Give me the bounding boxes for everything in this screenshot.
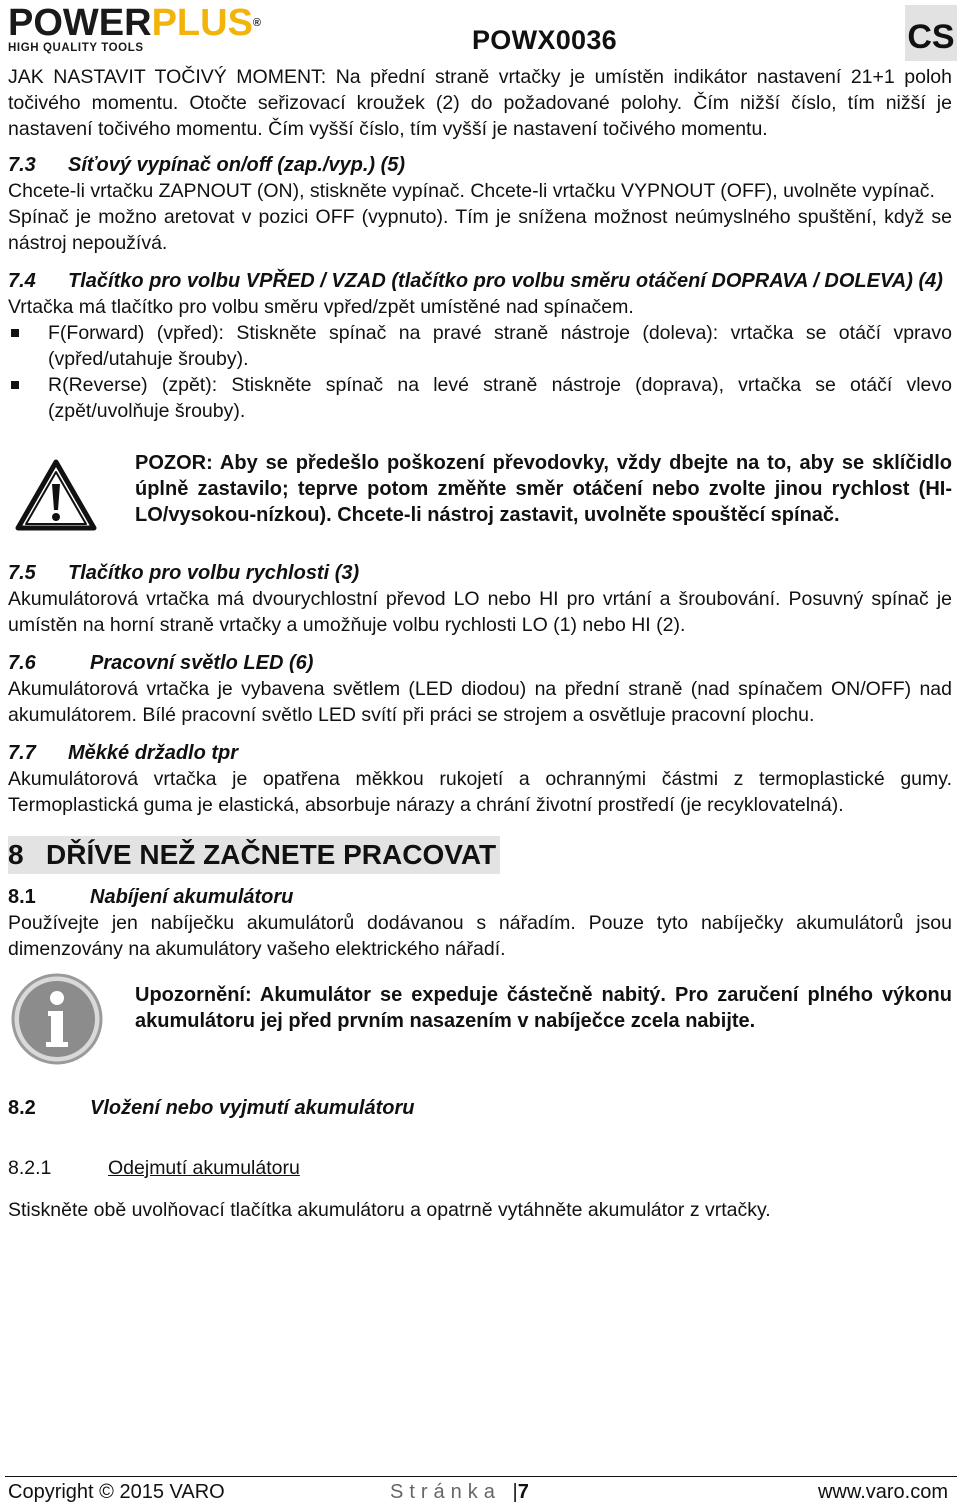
info-text: Upozornění: Akumulátor se expeduje částečně nabitý. Pro zaručení plného výkonu akumulátoru jej před prvním nasazením v nabíječce zcela nabijte. [135, 984, 952, 1032]
language-badge: CS [905, 5, 957, 61]
warning-triangle-icon [8, 450, 135, 528]
bullet-square-icon [8, 372, 48, 424]
bullet-reverse: R(Reverse) (zpět): Stiskněte spínač na levé straně nástroje (doprava), vrtačka se otáčí vlevo (zpět/uvolňuje šrouby). [8, 372, 952, 424]
section-8-heading: 8 DŘÍVE NEŽ ZAČNETE PRACOVAT [8, 836, 500, 874]
copyright: Copyright © 2015 VARO [8, 1481, 225, 1503]
section-7-6-heading: 7.6 Pracovní světlo LED (6) [8, 652, 314, 674]
footer-divider [5, 1476, 957, 1477]
section-7-5-text: Akumulátorová vrtačka má dvourychlostní převod LO nebo HI pro vrtání a šroubování. Posuvný spínač je umístěn na horní straně vrtačky a umožňuje volbu rychlosti LO (1) nebo HI (2). [8, 588, 952, 636]
section-7-3-text-2: Spínač je možno aretovat v pozici OFF (vypnuto). Tím je snížena možnost neúmyslného spuštění, když se nástroj nepoužívá. [8, 206, 952, 254]
manual-content [8, 64, 952, 1223]
section-8-1-heading: 8.1 Nabíjení akumulátoru [8, 886, 294, 908]
info-box [8, 978, 952, 1073]
info-icon [8, 978, 135, 1073]
bullet-forward: F(Forward) (vpřed): Stiskněte spínač na pravé straně nástroje (doleva): vrtačka se otáčí vpravo (vpřed/utahuje šrouby). [8, 320, 952, 372]
section-7-3-text-1: Chcete-li vrtačku ZAPNOUT (ON), stiskněte vypínač. Chcete-li vrtačku VYPNOUT (OFF), uvolněte vypínač. [8, 180, 935, 202]
page-indicator: Stránka |7 [390, 1481, 529, 1503]
bullet-square-icon [8, 320, 48, 372]
logo-tagline: HIGH QUALITY TOOLS [8, 42, 144, 54]
section-7-4-heading: 7.4 Tlačítko pro volbu VPŘED / VZAD (tlačítko pro volbu směru otáčení DOPRAVA / DOLEVA) (4) [8, 270, 943, 292]
warning-box [8, 450, 952, 528]
section-8-2-1-heading: 8.2.1 Odejmutí akumulátoru [8, 1157, 300, 1179]
model-number: POWX0036 [472, 25, 617, 55]
website-link[interactable]: www.varo.com [817, 1481, 948, 1503]
section-7-7-text: Akumulátorová vrtačka je opatřena měkkou rukojetí a ochrannými částmi z termoplastické gumy. Termoplastická guma je elastická, absorbuje nárazy a chrání životní prostředí (je recyklovatelná). [8, 768, 952, 816]
section-7-4-text: Vrtačka má tlačítko pro volbu směru vpřed/zpět umístěné nad spínačem. [8, 296, 634, 318]
section-7-6-text: Akumulátorová vrtačka je vybavena světlem (LED diodou) na přední straně (nad spínačem ON/OFF) nad akumulátorem. Bílé pracovní světlo LED svítí při práci se strojem a osvětluje pracovní plochu. [8, 678, 952, 726]
section-7-5-heading: 7.5 Tlačítko pro volbu rychlosti (3) [8, 562, 360, 584]
section-7-7-heading: 7.7 Měkké držadlo tpr [8, 742, 239, 764]
section-8-2-1-text: Stiskněte obě uvolňovací tlačítka akumulátoru a opatrně vytáhněte akumulátor z vrtačky. [8, 1199, 771, 1221]
warning-text: POZOR: Aby se předešlo poškození převodovky, vždy dbejte na to, aby se sklíčidlo úplně zastavilo; teprve potom změňte směr otáčení nebo zvolte jinou rychlost (HI-LO/vysokou-nízkou). Chcete-li nástroj zastavit, uvolněte spouštěcí spínač. [135, 452, 952, 526]
section-8-1-text: Používejte jen nabíječku akumulátorů dodávanou s nářadím. Pouze tyto nabíječky akumulátorů jsou dimenzovány na akumulátory vašeho elektrického nářadí. [8, 912, 952, 960]
section-8-2-heading: 8.2 Vložení nebo vyjmutí akumulátoru [8, 1097, 415, 1119]
section-7-3-heading: 7.3 Síťový vypínač on/off (zap./vyp.) (5) [8, 154, 406, 176]
page-word: Stránka [390, 1481, 501, 1503]
page-number: 7 [517, 1481, 529, 1503]
brand-logo [8, 4, 298, 58]
torque-paragraph: JAK NASTAVIT TOČIVÝ MOMENT: Na přední straně vrtačky je umístěn indikátor nastavení 21+1 poloh točivého momentu. Otočte seřizovací kroužek (2) do požadované polohy. Čím nižší číslo, tím nižší je nastavení točivého momentu. Čím vyšší číslo, tím vyšší je nastavení točivého momentu. [8, 66, 952, 140]
logo-wordmark: POWERPLUS® [8, 2, 262, 44]
